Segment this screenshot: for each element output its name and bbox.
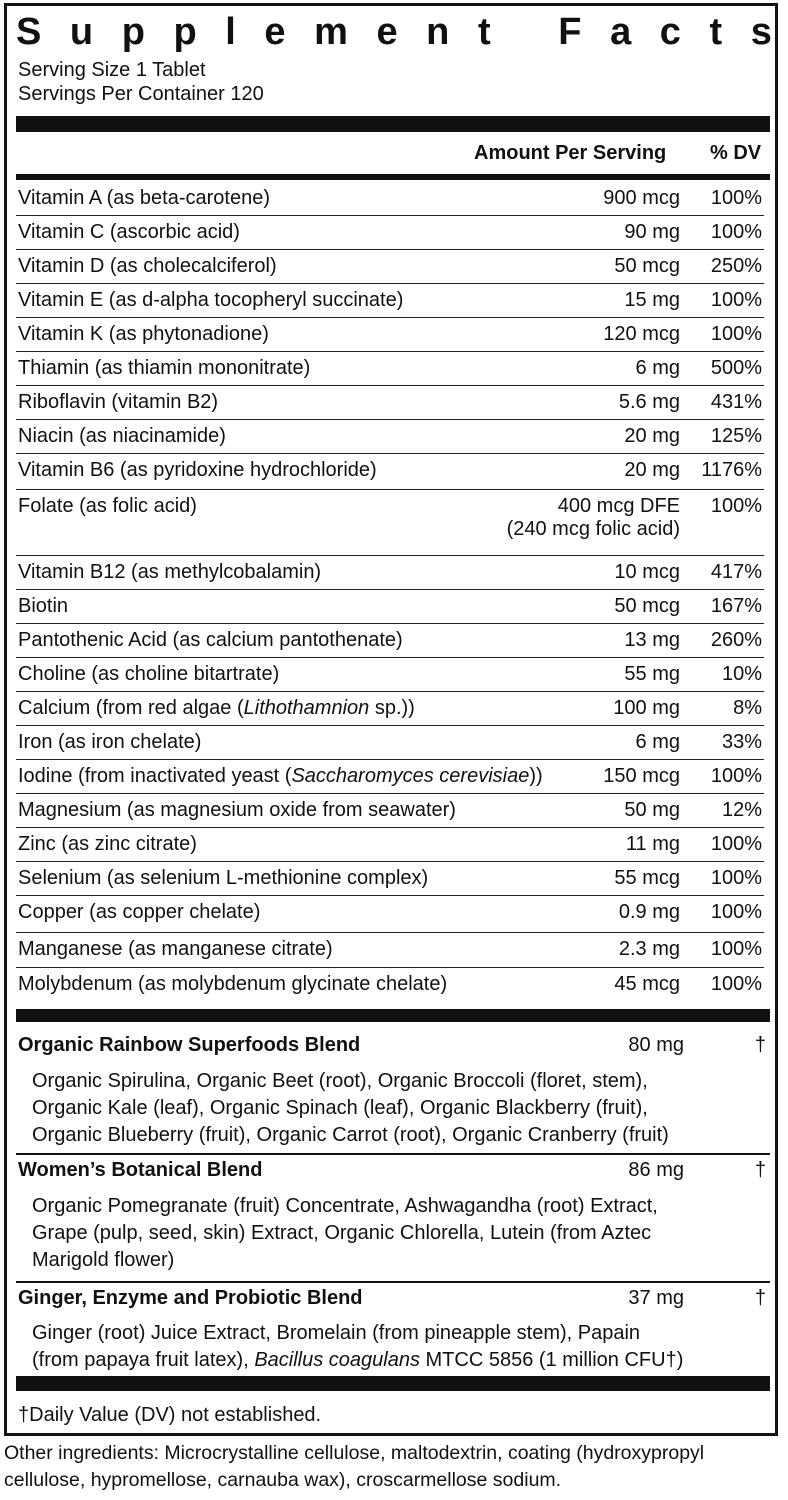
nutrient-amount: 13 mg [624,629,680,651]
nutrient-dv: 100% [710,221,762,243]
nutrient-amount: 50 mcg [614,255,680,277]
blend-ingredients-line: Organic Blueberry (fruit), Organic Carrot (root), Organic Cranberry (fruit) [32,1124,669,1146]
nutrient-dv: 125% [710,425,762,447]
blend-ingredients-line: Marigold flower) [32,1249,175,1271]
nutrient-name [18,760,543,793]
nutrient-name: Vitamin A (as beta-carotene) [18,187,270,209]
nutrient-name: Copper (as copper chelate) [18,901,261,923]
blend-ingredients-part: (from papaya fruit latex), [32,1349,255,1371]
nutrient-dv: 417% [710,561,762,583]
blend-ingredients-line: Ginger (root) Juice Extract, Bromelain (from pineapple stem), Papain [32,1322,641,1344]
nutrient-name: Magnesium (as magnesium oxide from seawater) [18,799,456,821]
thick-divider-bottom [16,1376,770,1391]
title-letter: e [376,11,398,53]
other-ingredients [4,1440,784,1494]
other-ingredients-line: Other ingredients: Microcrystalline cellulose, maltodextrin, coating (hydroxypropyl [4,1442,705,1464]
nutrient-dv: 100% [710,867,762,889]
dv-footnote: †Daily Value (DV) not established. [18,1404,322,1426]
blend-amount: 86 mg [628,1159,684,1181]
blend-ingredients-line: Organic Spirulina, Organic Beet (root), Organic Broccoli (floret, stem), [32,1070,648,1092]
title-letter: u [69,11,94,53]
blend-ingredients-part: MTCC 5856 (1 million CFU†) [419,1349,684,1371]
blend-dv: † [754,1159,766,1181]
nutrient-name: Niacin (as niacinamide) [18,425,226,447]
title-letter: c [659,11,681,53]
serving-size: Serving Size 1 Tablet [18,59,206,81]
nutrient-amount: 20 mg [624,425,680,447]
nutrient-dv: 100% [710,973,762,995]
nutrient-dv: 8% [733,697,762,719]
nutrient-dv: 1176% [701,459,762,481]
blend-amount: 80 mg [628,1034,684,1056]
nutrient-name: Riboflavin (vitamin B2) [18,391,219,413]
blend-dv: † [754,1287,766,1309]
nutrient-amount: 2.3 mg [618,938,680,960]
nutrient-row [18,490,766,550]
nutrient-dv: 100% [710,901,762,923]
nutrient-amount: 11 mg [625,833,680,855]
nutrient-amount: 15 mg [624,289,680,311]
nutrient-name: Choline (as choline bitartrate) [18,663,280,685]
nutrient-name: Selenium (as selenium L-methionine complex) [18,867,429,889]
nutrient-source-species: Saccharomyces cerevisiae [291,765,530,787]
blend-amount: 37 mg [628,1287,684,1309]
nutrient-row [18,590,766,623]
nutrient-dv: 12% [721,799,762,821]
nutrient-row [18,968,766,1001]
nutrient-name-part: sp.)) [369,697,415,719]
nutrient-name: Vitamin E (as d-alpha tocopheryl succinate) [18,289,404,311]
nutrient-name: Molybdenum (as molybdenum glycinate chelate) [18,973,448,995]
blend-name: Organic Rainbow Superfoods Blend [18,1034,361,1056]
nutrient-amount: 55 mcg [614,867,680,889]
nutrient-name: Pantothenic Acid (as calcium pantothenate) [18,629,403,651]
nutrient-row [18,420,766,453]
nutrient-dv: 100% [710,765,762,787]
thick-divider-blends [16,1009,770,1022]
nutrient-amount: 150 mcg [603,765,680,787]
nutrient-name: Iron (as iron chelate) [18,731,202,753]
nutrient-amount: 6 mg [635,357,680,379]
nutrient-name: Biotin [18,595,69,617]
nutrient-name [18,692,415,725]
nutrient-amount: 45 mcg [614,973,680,995]
nutrient-row [18,352,766,385]
nutrient-row [18,658,766,691]
title-letter: e [264,11,286,53]
nutrient-name: Thiamin (as thiamin mononitrate) [18,357,311,379]
nutrient-amount: 0.9 mg [618,901,680,923]
blend-ingredients-line [32,1347,762,1374]
nutrient-dv: 100% [710,938,762,960]
nutrient-dv: 260% [710,629,762,651]
nutrient-amount: 5.6 mg [618,391,680,413]
nutrient-row [18,760,766,793]
amount-per-serving-header: Amount Per Serving [474,142,667,164]
nutrient-row [18,386,766,419]
title-letter: S [16,11,42,53]
nutrient-amount: 6 mg [635,731,680,753]
blend-dv: † [754,1034,766,1056]
nutrient-row [18,624,766,657]
nutrient-row [18,284,766,317]
nutrient-dv: 250% [710,255,762,277]
nutrient-row [18,216,766,249]
thick-divider-top [16,116,770,132]
medium-divider [16,174,770,180]
nutrient-source-species: Lithothamnion [243,697,370,719]
nutrient-row [18,318,766,351]
nutrient-dv: 100% [710,187,762,209]
dv-header: % DV [710,142,762,164]
nutrient-name-part: Iodine (from inactivated yeast ( [18,765,292,787]
nutrient-dv: 10% [721,663,762,685]
nutrient-row [18,454,766,487]
nutrient-row [18,862,766,895]
nutrient-row [18,794,766,827]
nutrient-name: Folate (as folic acid) [18,495,197,517]
nutrient-amount: 10 mcg [614,561,680,583]
blend-ingredients [32,1068,762,1149]
title-letter: m [314,11,348,53]
blend-ingredients [32,1193,762,1274]
nutrient-dv: 100% [710,323,762,345]
nutrient-name: Vitamin K (as phytonadione) [18,323,269,345]
nutrient-amount: 900 mcg [603,187,680,209]
title-letter: F [558,11,582,53]
blend-ingredients-line: Organic Pomegranate (fruit) Concentrate, Ashwagandha (root) Extract, [32,1195,658,1217]
nutrient-amount: 120 mcg [603,323,680,345]
title-letter: l [225,11,236,53]
nutrient-row [18,250,766,283]
blend-name: Women’s Botanical Blend [18,1159,263,1181]
nutrient-name-part: )) [529,765,543,787]
nutrient-name: Vitamin B6 (as pyridoxine hydrochloride) [18,459,377,481]
nutrient-row [18,556,766,589]
blend-ingredients-line: Grape (pulp, seed, skin) Extract, Organic Chlorella, Lutein (from Aztec [32,1222,652,1244]
nutrient-name: Vitamin C (ascorbic acid) [18,221,240,243]
blend-name: Ginger, Enzyme and Probiotic Blend [18,1287,363,1309]
nutrient-amount: 20 mg [624,459,680,481]
panel-title [16,6,772,58]
title-letter: t [477,11,491,53]
nutrient-row [18,692,766,725]
nutrient-dv: 431% [710,391,762,413]
nutrient-amount: 90 mg [624,221,680,243]
title-letter: p [173,11,197,53]
nutrient-amount: 400 mcg DFE [557,495,680,517]
nutrient-row [18,828,766,861]
nutrient-amount: 50 mcg [614,595,680,617]
nutrient-amount: 50 mg [624,799,680,821]
title-letter: n [426,11,450,53]
other-ingredients-line: cellulose, hypromellose, carnauba wax), croscarmellose sodium. [4,1469,562,1491]
nutrient-name-part: Calcium (from red algae ( [18,697,244,719]
nutrient-name: Vitamin B12 (as methylcobalamin) [18,561,322,583]
probiotic-species: Bacillus coagulans [254,1349,420,1371]
title-letter: t [709,11,723,53]
nutrient-amount: 100 mg [613,697,680,719]
nutrient-dv: 167% [710,595,762,617]
nutrient-dv: 33% [721,731,762,753]
nutrient-amount: 55 mg [624,663,680,685]
nutrient-dv: 100% [710,495,762,517]
nutrient-dv: 500% [710,357,762,379]
nutrient-row [18,896,766,929]
nutrient-dv: 100% [710,289,762,311]
nutrient-row [18,726,766,759]
nutrient-dv: 100% [710,833,762,855]
nutrient-row [18,933,766,966]
nutrient-name: Zinc (as zinc citrate) [18,833,197,855]
blend-ingredients [32,1320,762,1374]
nutrient-amount-detail: (240 mcg folic acid) [506,518,680,540]
blend-ingredients-line: Organic Kale (leaf), Organic Spinach (leaf), Organic Blackberry (fruit), [32,1097,648,1119]
title-letter: s [750,11,772,53]
title-letter: p [121,11,145,53]
nutrient-name: Manganese (as manganese citrate) [18,938,333,960]
title-letter: a [610,11,632,53]
nutrient-row [18,182,766,215]
nutrient-name: Vitamin D (as cholecalciferol) [18,255,277,277]
servings-per-container: Servings Per Container 120 [18,83,264,105]
title-space [519,6,530,58]
